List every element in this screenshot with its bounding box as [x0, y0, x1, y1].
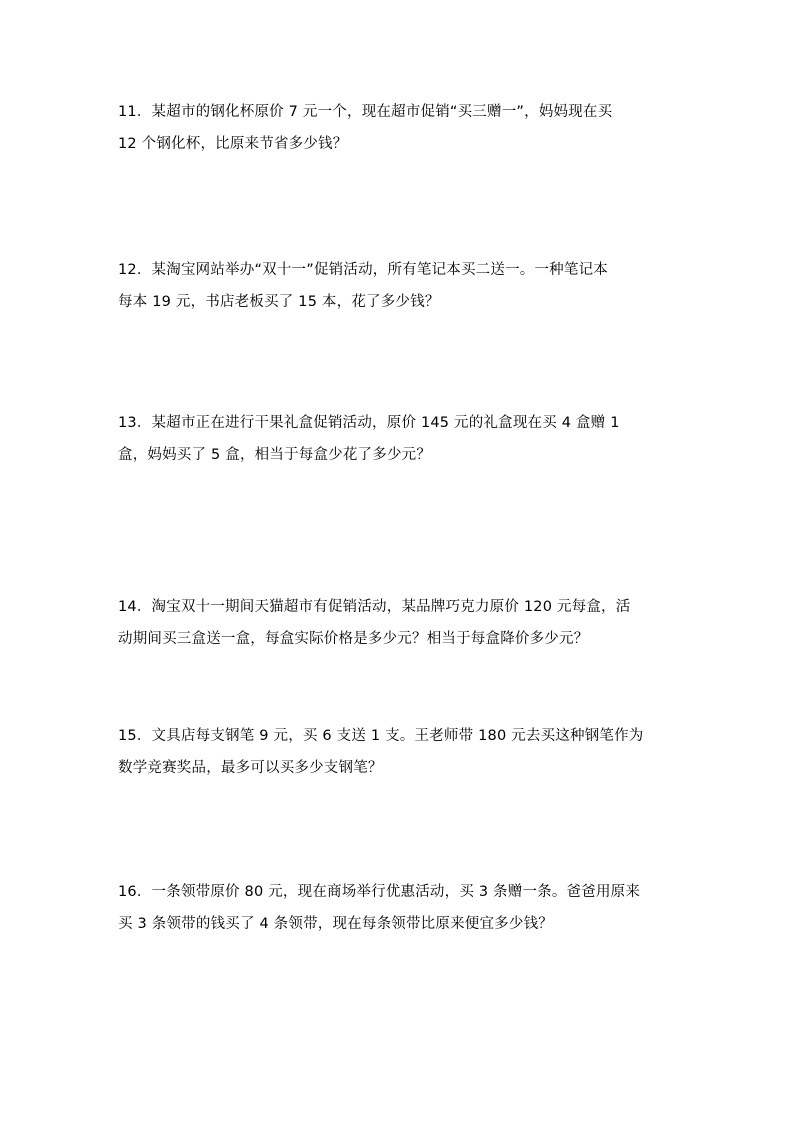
question-14-line-1: 14．淘宝双十一期间天猫超市有促销活动，某品牌巧克力原价 120 元每盒，活 [118, 599, 631, 615]
question-12-line-2: 每本 19 元，书店老板买了 15 本，花了多少钱？ [118, 294, 440, 310]
question-11-line-2: 12 个钢化杯，比原来节省多少钱？ [118, 136, 348, 152]
question-11-line-1: 11．某超市的钢化杯原价 7 元一个，现在超市促销“买三赠一”，妈妈现在买 [118, 104, 613, 120]
question-12-line-1: 12．某淘宝网站举办“双十一”促销活动，所有笔记本买二送一。一种笔记本 [118, 262, 608, 278]
question-16-line-1: 16．一条领带原价 80 元，现在商场举行优惠活动，买 3 条赠一条。爸爸用原来 [118, 884, 641, 900]
question-13-line-2: 盒，妈妈买了 5 盒，相当于每盒少花了多少元？ [118, 447, 432, 463]
question-13-line-1: 13．某超市正在进行干果礼盒促销活动，原价 145 元的礼盒现在买 4 盒赠 1 [118, 415, 620, 431]
question-15-line-1: 15．文具店每支钢笔 9 元，买 6 支送 1 支。王老师带 180 元去买这种钢笔作为 [118, 728, 644, 744]
question-14-line-2: 动期间买三盒送一盒，每盒实际价格是多少元？相当于每盒降价多少元？ [118, 631, 589, 647]
question-15-line-2: 数学竞赛奖品，最多可以买多少支钢笔？ [118, 760, 383, 776]
question-16-line-2: 买 3 条领带的钱买了 4 条领带，现在每条领带比原来便宜多少钱？ [118, 916, 553, 932]
